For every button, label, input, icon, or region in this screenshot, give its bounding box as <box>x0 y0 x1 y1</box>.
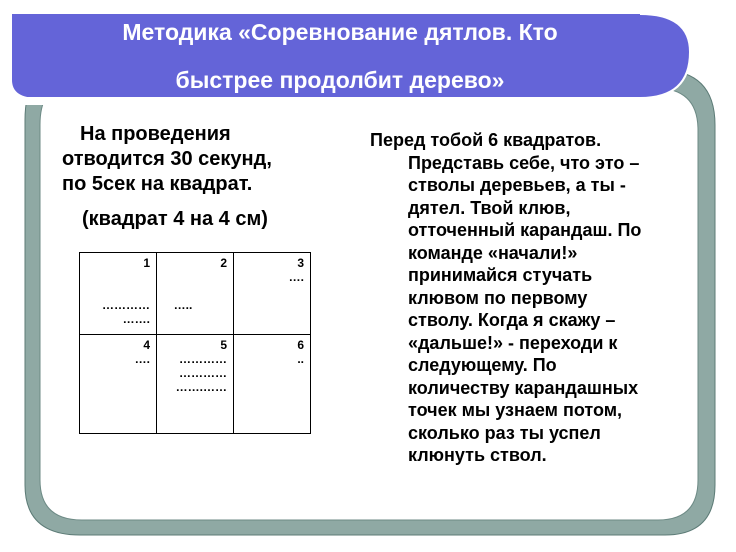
right-instructions <box>370 129 700 467</box>
right-text-first-line: Перед тобой 6 квадратов. <box>370 130 602 150</box>
square-dots: .. <box>297 352 304 366</box>
square-dots: …. <box>288 270 304 284</box>
square-1 <box>80 253 157 335</box>
left-line-1: На проведения <box>80 123 231 145</box>
title-line-1: Методика «Соревнование дятлов. Кто <box>122 19 558 45</box>
squares-grid <box>79 252 311 434</box>
left-line-4: (квадрат 4 на 4 см) <box>82 208 268 230</box>
square-2 <box>157 253 234 335</box>
left-instructions <box>62 122 352 232</box>
square-dots: …. <box>134 352 150 366</box>
square-number: 6 <box>297 338 304 352</box>
square-5 <box>157 335 234 434</box>
square-3 <box>234 253 311 335</box>
square-number: 5 <box>220 338 227 352</box>
left-line-2: отводится 30 секунд, <box>62 148 272 170</box>
slide-title <box>40 8 640 104</box>
square-number: 3 <box>297 256 304 270</box>
square-6 <box>234 335 311 434</box>
square-dots: ………… ……. <box>102 298 150 326</box>
square-4 <box>80 335 157 434</box>
square-number: 2 <box>220 256 227 270</box>
square-dots: ….. <box>173 298 193 312</box>
square-number: 4 <box>143 338 150 352</box>
square-number: 1 <box>143 256 150 270</box>
square-dots: ………… ………… …….…… <box>175 352 227 394</box>
title-line-2: быстрее продолбит дерево» <box>175 67 505 93</box>
left-line-3: по 5сек на квадрат. <box>62 173 253 195</box>
right-text-body: Представь себе, что это – стволы деревьев, а ты - дятел. Твой клюв, отточенный карандаш. По команде «начали!» принимайся стучать клювом по первому стволу. Когда я скажу – «дальше!» - переходи к следующему. По количеству карандашных точек мы узнаем потом, сколько раз ты успел клюнуть ствол. <box>408 152 642 465</box>
